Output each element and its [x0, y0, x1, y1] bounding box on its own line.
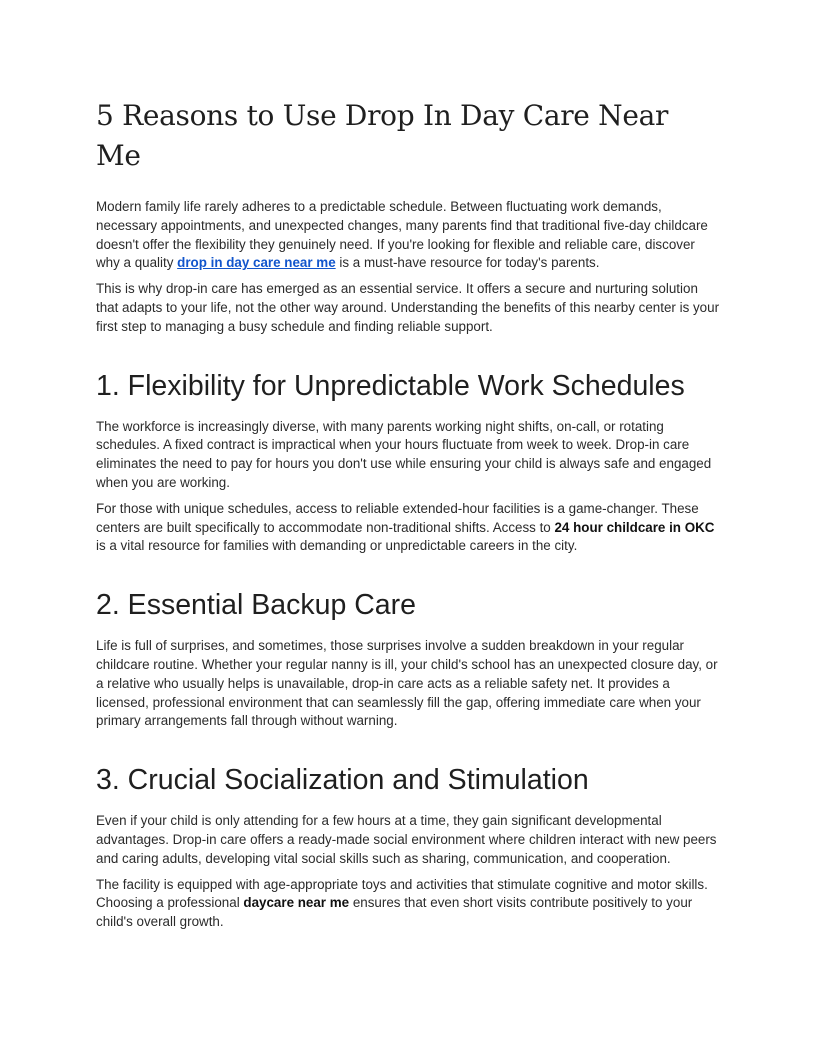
section-2-paragraph-1: Life is full of surprises, and sometimes, those surprises involve a sudden breakdown in your regular childcare routine. Whether your regular nanny is ill, your child's school has an unexpected closure day, or a relative who usually helps is unavailable, drop-in care acts as a reliable safety net. It provides a licensed, professional environment that can seamlessly fill the gap, offering immediate care when your primary arrangements fall through without warning. [96, 638, 718, 729]
document-page [96, 96, 720, 939]
drop-in-day-care-link[interactable]: drop in day care near me [177, 255, 336, 271]
s1-text-a: For those with unique schedules, access to reliable extended-hour facilities is a game-changer. These centers are built specifically to accommodate non-traditional shifts. Access to [96, 500, 699, 535]
s3-text-b: ensures that even short visits contribute positively to your child's overall growth. [96, 895, 693, 930]
page-title: 5 Reasons to Use Drop In Day Care Near Me [96, 99, 669, 172]
s3-bold-phrase: daycare near me [243, 895, 350, 911]
s3-text-a: The facility is equipped with age-appropriate toys and activities that stimulate cognitive and motor skills. Choosing a professional [96, 876, 708, 911]
s1-text-b: is a vital resource for families with demanding or unpredictable careers in the city. [96, 538, 578, 554]
section-2-heading: 2. Essential Backup Care [96, 589, 416, 622]
intro-text-b: is a must-have resource for today's parents. [335, 255, 600, 271]
s1-bold-phrase: 24 hour childcare in OKC [554, 519, 715, 535]
intro-paragraph-1 [96, 198, 720, 273]
intro-text-a: Modern family life rarely adheres to a predictable schedule. Between fluctuating work demands, necessary appointments, and unexpected changes, many parents find that traditional five-day childcare doesn't offer the flexibility they genuinely need. If you're looking for flexible and reliable care, discover why a quality [96, 199, 708, 271]
section-1-paragraph-1: The workforce is increasingly diverse, with many parents working night shifts, on-call, or rotating schedules. A fixed contract is impractical when your hours fluctuate from week to week. Drop-in care eliminates the need to pay for hours you don't use while ensuring your child is always safe and engaged when you are working. [96, 418, 712, 490]
intro-paragraph-2: This is why drop-in care has emerged as an essential service. It offers a secure and nurturing solution that adapts to your life, not the other way around. Understanding the benefits of this nearby center is your first step to managing a busy schedule and finding reliable support. [96, 281, 720, 334]
section-3-paragraph-1: Even if your child is only attending for a few hours at a time, they gain significant developmental advantages. Drop-in care offers a ready-made social environment where children interact with new peers and caring adults, developing vital social skills such as sharing, communication, and cooperation. [96, 813, 717, 866]
section-1-paragraph-2 [96, 500, 720, 556]
section-1-heading: 1. Flexibility for Unpredictable Work Schedules [96, 369, 685, 402]
section-3-heading: 3. Crucial Socialization and Stimulation [96, 764, 589, 797]
section-3-paragraph-2 [96, 876, 720, 932]
